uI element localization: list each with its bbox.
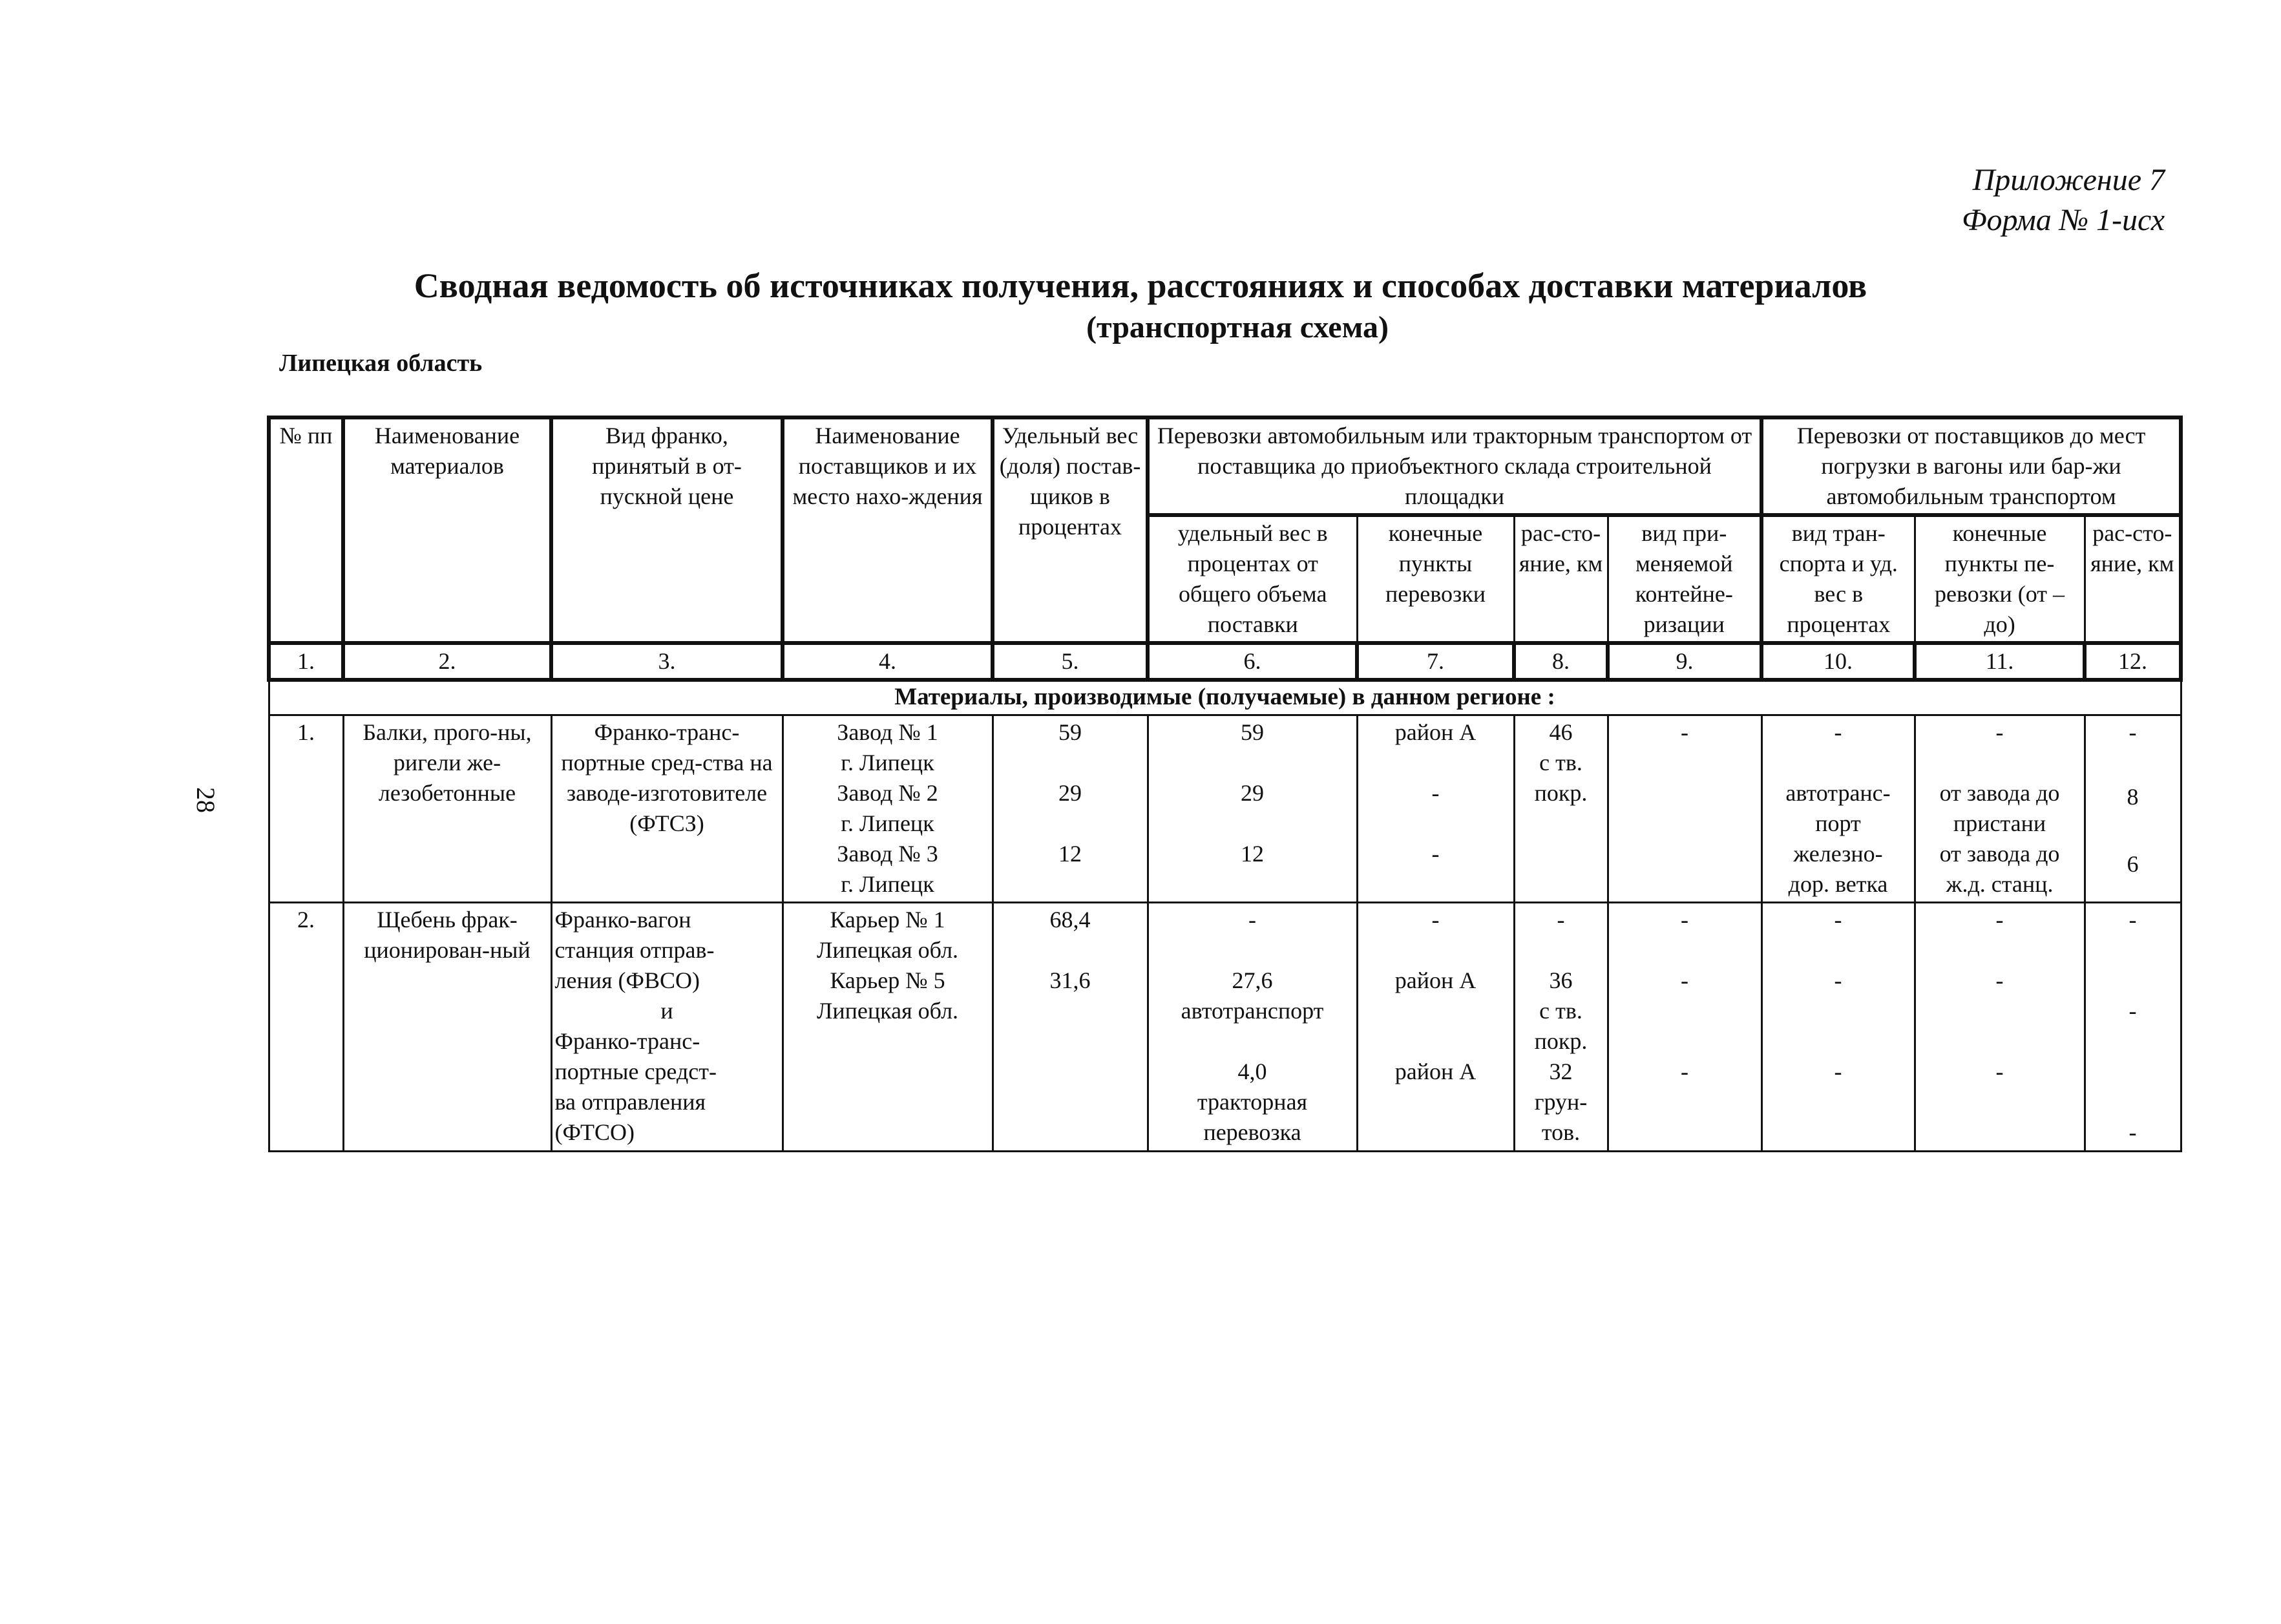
page-subtitle: (транспортная схема) (1086, 310, 1389, 344)
form-number: Форма № 1-исх (1961, 203, 2165, 237)
row-material: Щебень фрак-ционирован-ный (343, 903, 551, 1152)
row-rail-points (1915, 903, 2085, 1152)
row-franco (551, 903, 783, 1152)
row-auto-share (1148, 903, 1357, 1152)
row-share (993, 903, 1148, 1152)
supplier-line: Липецкая обл. (816, 998, 959, 1024)
share-line (996, 808, 1144, 839)
auto-points-line (1361, 935, 1511, 965)
header-row-1 (269, 417, 2181, 515)
appendix-label (1962, 160, 2165, 240)
auto-distance-line (1518, 935, 1604, 965)
rail-distance-line (2088, 1026, 2178, 1057)
container-line: - (1681, 1059, 1689, 1084)
auto-points-line: - (1431, 907, 1440, 933)
share-line: 12 (1058, 841, 1082, 867)
region-label: Липецкая область (279, 350, 483, 377)
auto-points-line (1361, 869, 1511, 900)
franco-line: (ФТСО) (554, 1119, 635, 1145)
auto-distance-line: с тв. (1539, 750, 1582, 775)
rail-distance-line (2088, 1057, 2178, 1087)
rail-distance-line: - (2129, 719, 2137, 745)
supplier-line: Завод № 2 (837, 780, 938, 806)
supplier-line: Завод № 3 (837, 841, 938, 867)
auto-share-line: 12 (1241, 841, 1264, 867)
auto-distance-line: 46 (1549, 719, 1573, 745)
rail-points-line (1918, 935, 2081, 965)
col-header-material: Наименование материалов (343, 417, 551, 643)
rail-transport-line: - (1834, 967, 1842, 993)
rail-transport-line: железно- (1793, 841, 1883, 867)
column-number: 12. (2085, 643, 2181, 680)
container-line (1612, 996, 1758, 1026)
franco-line: станция отправ- (554, 937, 715, 963)
auto-share-line: - (1248, 907, 1256, 933)
supplier-line: г. Липецк (841, 871, 934, 897)
auto-points-line (1361, 996, 1511, 1026)
auto-distance-line: 32 (1549, 1059, 1573, 1084)
group-header-rail: Перевозки от поставщиков до мест погрузки в вагоны или бар-жи автомобильным транспортом (1761, 417, 2181, 515)
supplier-line: Завод № 1 (837, 719, 938, 745)
auto-distance-line: покр. (1534, 1028, 1588, 1054)
column-number-row (269, 643, 2181, 680)
rail-distance-line: - (2129, 907, 2137, 933)
rail-distance-line: - (2129, 1119, 2137, 1145)
row-rail-transport (1761, 715, 1915, 903)
row-container: - (1608, 715, 1761, 903)
share-line: 31,6 (1049, 967, 1091, 993)
row-suppliers (783, 903, 993, 1152)
row-num: 1. (269, 715, 343, 903)
table-row (269, 715, 2181, 903)
rail-points-line (1918, 1026, 2081, 1057)
row-franco: Франко-транс-портные сред-ства на заводе-изготовителе (ФТСЗ) (551, 715, 783, 903)
column-number: 9. (1608, 643, 1761, 680)
column-number: 10. (1761, 643, 1915, 680)
auto-points-line: район А (1394, 1059, 1477, 1084)
row-material: Балки, прого-ны, ригели же-лезобетонные (343, 715, 551, 903)
auto-share-line (1151, 935, 1354, 965)
rail-distance-line (2088, 935, 2178, 965)
col-header-auto-points: конечные пункты перевозки (1357, 515, 1514, 643)
auto-distance-line: грун- (1534, 1089, 1588, 1115)
appendix-number: Приложение 7 (1972, 163, 2165, 197)
franco-line: и (660, 998, 673, 1024)
column-number: 6. (1148, 643, 1357, 680)
auto-share-line: 4,0 (1237, 1059, 1267, 1084)
rail-transport-line: дор. ветка (1788, 871, 1888, 897)
rail-points-line: - (1995, 907, 2004, 933)
franco-line: ва отправления (554, 1089, 706, 1115)
rail-distance-line (2088, 1087, 2178, 1117)
col-header-rail-transport: вид тран-спорта и уд. вес в процентах (1761, 515, 1915, 643)
share-line: 29 (1058, 780, 1082, 806)
rail-points-line: от завода до (1939, 780, 2060, 806)
row-share (993, 715, 1148, 903)
franco-line: Франко-вагон (554, 907, 691, 933)
supplier-line: Карьер № 1 (830, 907, 945, 933)
group-header-auto: Перевозки автомобильным или тракторным транспортом от поставщика до приобъектного склада строительной площадки (1148, 417, 1761, 515)
auto-points-line (1361, 1026, 1511, 1057)
auto-points-line: район А (1394, 967, 1477, 993)
auto-share-line (1151, 869, 1354, 900)
auto-share-line: перевозка (1203, 1119, 1301, 1145)
rail-points-line (1918, 996, 2081, 1026)
col-header-num: № пп (269, 417, 343, 643)
col-header-suppliers: Наименование поставщиков и их место нахо-ждения (783, 417, 993, 643)
supplier-line: г. Липецк (841, 810, 934, 836)
column-number: 3. (551, 643, 783, 680)
col-header-franco: Вид франко, принятый в от-пускной цене (551, 417, 783, 643)
section-row (269, 680, 2181, 715)
auto-share-line: автотранспорт (1181, 998, 1324, 1024)
rail-points-line: - (1995, 967, 2004, 993)
auto-points-line: - (1431, 841, 1440, 867)
container-line: - (1681, 967, 1689, 993)
page-title: Сводная ведомость об источниках получения, расстояниях и способах доставки материалов (414, 266, 1867, 305)
col-header-container: вид при-меняемой контейне-ризации (1608, 515, 1761, 643)
auto-share-line: 27,6 (1232, 967, 1273, 993)
rail-transport-line: - (1834, 907, 1842, 933)
rail-transport-line: автотранс- (1785, 780, 1891, 806)
rail-transport-line: - (1834, 1059, 1842, 1084)
share-line (996, 869, 1144, 900)
column-number: 2. (343, 643, 551, 680)
col-header-share: Удельный вес (доля) постав-щиков в процентах (993, 417, 1148, 643)
supplier-line: Липецкая обл. (816, 937, 959, 963)
row-rail-points (1915, 715, 2085, 903)
auto-share-line: 59 (1241, 719, 1264, 745)
franco-line: Франко-транс- (554, 1028, 700, 1054)
col-header-rail-distance: рас-сто-яние, км (2085, 515, 2181, 643)
auto-points-line (1361, 748, 1511, 778)
row-num: 2. (269, 903, 343, 1152)
rail-points-line: ж.д. станц. (1946, 871, 2054, 897)
rail-transport-line: порт (1815, 810, 1861, 836)
auto-points-line: район А (1394, 719, 1477, 745)
auto-distance-line: с тв. (1539, 998, 1582, 1024)
row-auto-points (1357, 903, 1514, 1152)
auto-share-line: тракторная (1197, 1089, 1308, 1115)
rail-distance-line: 8 (2127, 784, 2139, 810)
rail-points-line (1918, 748, 2081, 778)
auto-share-line (1151, 1026, 1354, 1057)
share-line: 68,4 (1049, 907, 1091, 933)
row-suppliers (783, 715, 993, 903)
col-header-auto-share: удельный вес в процентах от общего объема поставки (1148, 515, 1357, 643)
franco-line: ления (ФВСО) (554, 967, 700, 993)
rail-transport-line: - (1834, 719, 1842, 745)
row-rail-distance (2085, 715, 2181, 903)
supplier-line: г. Липецк (841, 750, 934, 775)
transport-table (267, 416, 2183, 1152)
auto-share-line: 29 (1241, 780, 1264, 806)
rail-distance-line (2088, 965, 2178, 996)
rail-distance-line: - (2129, 998, 2137, 1024)
section-title: Материалы, производимые (получаемые) в данном регионе : (269, 680, 2181, 715)
column-number: 4. (783, 643, 993, 680)
auto-distance-line: 36 (1549, 967, 1573, 993)
auto-points-line (1361, 808, 1511, 839)
rail-transport-line (1765, 935, 1911, 965)
share-line (996, 935, 1144, 965)
row-container (1608, 903, 1761, 1152)
row-auto-distance (1514, 903, 1608, 1152)
column-number: 11. (1915, 643, 2085, 680)
table-row (269, 903, 2181, 1152)
rail-points-line: пристани (1953, 810, 2046, 836)
page-number: 28 (191, 787, 220, 813)
rail-transport-line (1765, 996, 1911, 1026)
container-line (1612, 1026, 1758, 1057)
franco-line: портные средст- (554, 1059, 717, 1084)
column-number: 7. (1357, 643, 1514, 680)
rail-points-line: - (1995, 719, 2004, 745)
col-header-auto-distance: рас-сто-яние, км (1514, 515, 1608, 643)
row-auto-distance (1514, 715, 1608, 903)
auto-points-line: - (1431, 780, 1440, 806)
column-number: 8. (1514, 643, 1608, 680)
rail-distance-line: 6 (2127, 851, 2139, 877)
auto-share-line (1151, 748, 1354, 778)
container-line: - (1681, 907, 1689, 933)
column-number: 5. (993, 643, 1148, 680)
container-line (1612, 935, 1758, 965)
column-number: 1. (269, 643, 343, 680)
row-rail-distance (2085, 903, 2181, 1152)
row-auto-share (1148, 715, 1357, 903)
supplier-line: Карьер № 5 (830, 967, 945, 993)
auto-distance-line: тов. (1541, 1119, 1581, 1145)
col-header-rail-points: конечные пункты пе-ревозки (от – до) (1915, 515, 2085, 643)
auto-distance-line: - (1557, 907, 1565, 933)
auto-share-line (1151, 808, 1354, 839)
rail-points-line: - (1995, 1059, 2004, 1084)
share-line (996, 748, 1144, 778)
rail-points-line: от завода до (1939, 841, 2060, 867)
rail-transport-line (1765, 1026, 1911, 1057)
share-line: 59 (1058, 719, 1082, 745)
row-auto-points (1357, 715, 1514, 903)
row-rail-transport (1761, 903, 1915, 1152)
rail-transport-line (1765, 748, 1911, 778)
auto-distance-line: покр. (1534, 780, 1588, 806)
